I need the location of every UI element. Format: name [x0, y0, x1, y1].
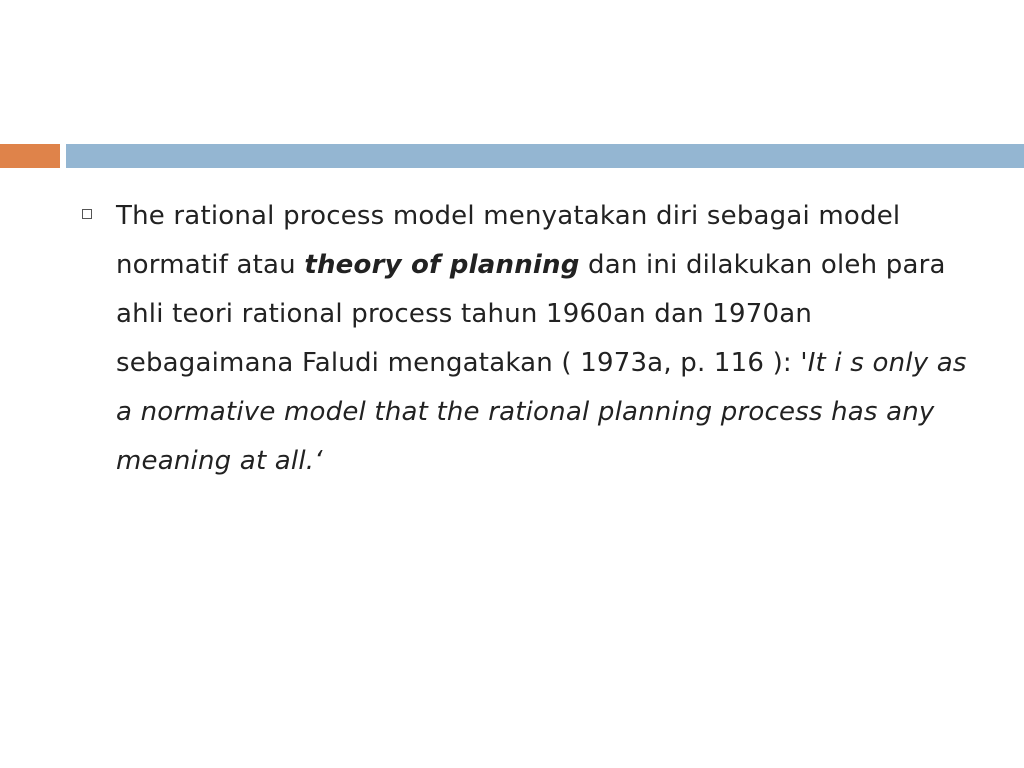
slide-content	[80, 192, 980, 486]
bullet-text-part1: The rational process model menyatakan diri sebagai model normatif atau	[116, 201, 901, 280]
bullet-text-part2: dan ini dilakukan oleh para ahli teori rational process tahun 1960an dan 1970an sebagaimana Faludi mengatakan ( 1973a, p. 116 ):	[116, 250, 946, 378]
bullet-text-emphasis: theory of planning	[304, 250, 580, 280]
square-bullet-icon	[82, 209, 92, 219]
bullet-text-quote: 'It i s only as a normative model that the rational planning process has any meaning at all.‘	[116, 348, 967, 476]
header-accent-bar-blue	[66, 144, 1024, 168]
header-accent-bar-orange	[0, 144, 60, 168]
bullet-item	[80, 192, 974, 486]
bullet-text	[116, 192, 974, 486]
